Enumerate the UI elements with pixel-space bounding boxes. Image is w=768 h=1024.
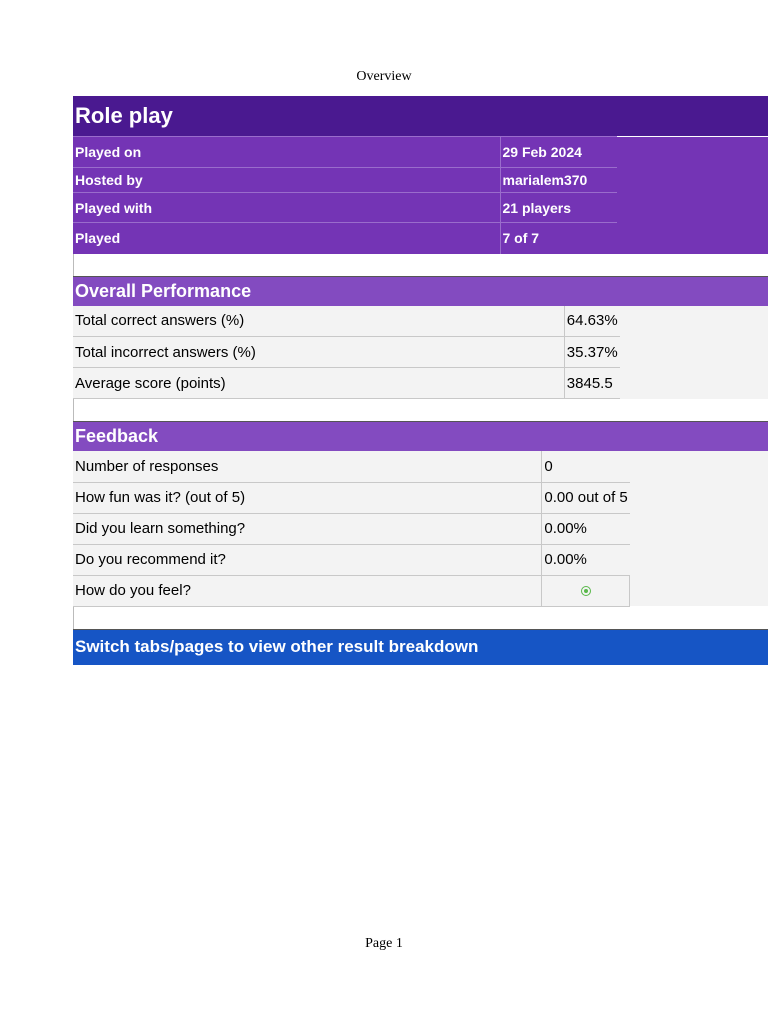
overall-performance-heading: Overall Performance [73,276,768,306]
info-label: Played on [73,137,500,168]
info-label: Played [73,223,500,254]
row-filler [630,451,768,482]
info-value: 7 of 7 [500,223,617,254]
row-label: Total incorrect answers (%) [73,337,564,368]
row-value: 0.00% [542,513,630,544]
feedback-row [73,451,768,482]
info-row-hosted-by [73,168,768,193]
info-row-played-with [73,193,768,223]
performance-row [73,368,768,399]
row-label: Number of responses [73,451,542,482]
row-filler [620,306,768,337]
row-value: 0 [542,451,630,482]
info-filler [617,168,768,193]
info-value: 29 Feb 2024 [500,137,617,168]
info-label: Hosted by [73,168,500,193]
row-label: How do you feel? [73,575,542,606]
info-row-played-on [73,137,768,168]
row-value: 35.37% [564,337,619,368]
row-label: How fun was it? (out of 5) [73,482,542,513]
game-info-table [73,136,768,254]
feedback-heading: Feedback [73,421,768,451]
row-filler [620,337,768,368]
info-value: 21 players [500,193,617,223]
page-footer: Page 1 [365,936,403,951]
row-label: Average score (points) [73,368,564,399]
feedback-row [73,575,768,606]
info-label: Played with [73,193,500,223]
neutral-face-icon [581,586,591,596]
performance-table [73,306,768,400]
row-filler [630,544,768,575]
row-value: 0.00% [542,544,630,575]
row-filler [630,513,768,544]
info-value: marialem370 [500,168,617,193]
feedback-row [73,513,768,544]
performance-row [73,337,768,368]
spacer-row [73,607,617,629]
feedback-row [73,544,768,575]
page-header: Overview [356,69,412,84]
row-value: 0.00 out of 5 [542,482,630,513]
row-label: Did you learn something? [73,513,542,544]
performance-row [73,306,768,337]
row-label: Do you recommend it? [73,544,542,575]
report-title: Role play [73,96,768,136]
info-row-played [73,223,768,254]
row-value: 64.63% [564,306,619,337]
info-filler [617,223,768,254]
row-filler [630,482,768,513]
feedback-row [73,482,768,513]
feel-value [542,575,630,606]
info-filler [617,193,768,223]
spacer-row [73,399,617,421]
row-filler [630,575,768,606]
switch-tabs-banner: Switch tabs/pages to view other result breakdown [73,629,768,665]
overview-sheet [73,96,768,665]
row-filler [620,368,768,399]
row-value: 3845.5 [564,368,619,399]
feedback-table [73,451,768,607]
info-filler [617,137,768,168]
spacer-row [73,254,617,276]
row-label: Total correct answers (%) [73,306,564,337]
